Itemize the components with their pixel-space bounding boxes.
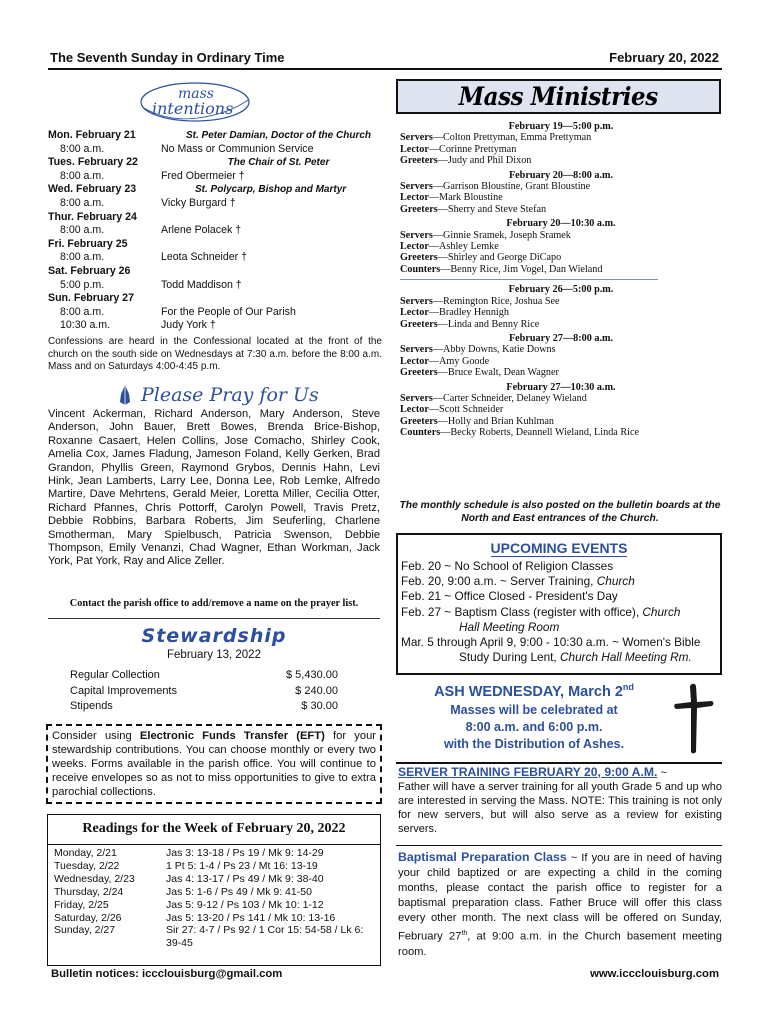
intention-name: No Mass or Communion Service [161, 142, 314, 155]
ash-title-text: ASH WEDNESDAY, March 2 [434, 683, 623, 700]
collection-row [70, 668, 338, 684]
prayer-list-note: Contact the parish office to add/remove a name on the prayer list. [69, 598, 359, 609]
intention-day: Sat. February 26 [48, 264, 131, 277]
baptism-body-2: , at 9:00 a.m. in the Church basement meeting room. [398, 930, 722, 958]
ministry-names: —Shirley and George DiCapo [437, 252, 562, 264]
intention-name: For the People of Our Parish [161, 305, 296, 318]
collection-label: Capital Improvements [70, 684, 177, 697]
stewardship-date: February 13, 2022 [167, 649, 261, 661]
confessions-text: Confessions are heard in the Confessional located at the front of the church on the south side on Wednesdays at 7:30 a.m. before the 8:00 a.m. Mass and on Saturdays 4:00-4:45 p.m. [48, 336, 382, 373]
ministry-line [400, 144, 722, 155]
intention-time: 8:00 a.m. [60, 196, 105, 209]
intention-row [48, 251, 388, 265]
reading-ref: Jas 5: 1-6 / Ps 49 / Mk 9: 41-50 [166, 885, 312, 898]
intention-time: 8:00 a.m. [60, 169, 105, 182]
stewardship-table [70, 668, 338, 715]
intention-time: 8:00 a.m. [60, 305, 105, 318]
event-text: Study During Lent, [459, 650, 560, 665]
reading-ref: 1 Pt 5: 1-4 / Ps 23 / Mt 16: 13-19 [166, 859, 318, 872]
ministry-role: Lector [400, 404, 429, 416]
mass-ministries-note: The monthly schedule is also posted on the bulletin boards at the North and East entrances of the Church. [399, 500, 721, 524]
ministry-names: —Ashley Lemke [428, 241, 499, 253]
ministry-mass-heading: February 26—5:00 p.m. [508, 284, 614, 296]
ministry-role: Lector [400, 355, 429, 367]
intention-row [48, 306, 388, 320]
feast-name [161, 211, 388, 225]
intention-row [48, 156, 388, 170]
ministry-line [400, 416, 722, 427]
footer-email: Bulletin notices: iccclouisburg@gmail.com [51, 968, 283, 980]
upcoming-events-box [396, 533, 722, 675]
ministry-role: Lector [400, 143, 429, 155]
server-training-title: SERVER TRAINING FEBRUARY 20, 9:00 A.M. [398, 765, 658, 779]
intention-row [48, 292, 388, 306]
ministry-line [400, 192, 722, 203]
ministry-role: Greeters [400, 252, 438, 264]
ministry-names: —Carter Schneider, Delaney Wieland [432, 392, 587, 404]
intention-row [48, 238, 388, 252]
ministry-line [400, 356, 722, 367]
event-text: Feb. 21 ~ Office Closed - President's Day [401, 589, 618, 604]
header-date: February 20, 2022 [609, 50, 719, 65]
intention-name: Arlene Polacek † [161, 224, 242, 237]
reading-day: Tuesday, 2/22 [54, 859, 120, 872]
readings-title: Readings for the Week of February 20, 2022 [48, 815, 380, 845]
mass-intentions-logo [138, 78, 253, 124]
ministry-names: —Linda and Benny Rice [437, 318, 540, 330]
intention-time: 8:00 a.m. [60, 224, 105, 237]
readings-box [47, 814, 381, 966]
ministry-names: —Bradley Hennigh [428, 307, 509, 319]
intention-name: Todd Maddison † [161, 278, 242, 291]
stewardship-title: Stewardship [141, 625, 287, 647]
ministry-names: —Holly and Brian Kuhlman [437, 415, 555, 427]
feast-name: St. Polycarp, Bishop and Martyr [195, 184, 347, 196]
upcoming-events-list [398, 559, 720, 665]
mass-ministries-title: Mass Ministries [458, 82, 659, 111]
ash-line-2: 8:00 a.m. and 6:00 p.m. [465, 720, 603, 734]
intention-day: Fri. February 25 [48, 237, 128, 250]
logo-word-intentions: intentions [152, 99, 234, 118]
ministry-names: —Colton Prettyman, Emma Prettyman [432, 132, 592, 144]
ministry-line [400, 427, 722, 438]
intention-row [48, 265, 388, 279]
reading-row [54, 899, 374, 912]
reading-day: Wednesday, 2/23 [54, 872, 135, 885]
intention-day: Wed. February 23 [48, 183, 137, 196]
ministry-line [400, 155, 722, 166]
reading-row [54, 886, 374, 899]
intention-day: Mon. February 21 [48, 129, 136, 141]
ministry-mass-heading: February 27—10:30 a.m. [506, 381, 616, 393]
upcoming-events-title [398, 535, 720, 559]
reading-ref: Sir 27: 4-7 / Ps 92 / 1 Cor 15: 54-58 / Lk 6: 39-45 [166, 924, 364, 950]
event-item [401, 620, 717, 635]
intention-row [48, 279, 388, 293]
ministry-role: Greeters [400, 367, 438, 379]
intention-name: Vicky Burgard † [161, 196, 236, 209]
ministry-role: Servers [400, 295, 433, 307]
mass-ministries-banner [396, 79, 721, 114]
intention-row [48, 319, 388, 333]
ministry-line [400, 393, 722, 404]
ministry-role: Counters [400, 427, 441, 439]
event-text: Feb. 20 ~ No School of Religion Classes [401, 559, 614, 573]
event-item [401, 650, 717, 665]
event-location: Church [596, 574, 635, 589]
intention-time: 5:00 p.m. [60, 278, 105, 291]
event-item [401, 605, 717, 620]
event-item [401, 559, 717, 574]
ministry-names: —Amy Goode [428, 355, 490, 367]
header-rule [48, 68, 722, 70]
ministry-role: Servers [400, 132, 433, 144]
section-divider [396, 845, 722, 846]
reading-day: Friday, 2/25 [54, 898, 109, 911]
reading-row [54, 912, 374, 925]
section-divider [396, 762, 722, 764]
collection-row [70, 684, 338, 700]
ministry-line [400, 264, 722, 275]
ministry-line [400, 319, 722, 330]
reading-day: Saturday, 2/26 [54, 911, 122, 924]
feast-name [161, 238, 388, 252]
reading-ref: Jas 4: 13-17 / Ps 49 / Mk 9: 38-40 [166, 872, 324, 885]
ministry-line [400, 241, 722, 252]
intention-time: 8:00 a.m. [60, 142, 105, 155]
event-location: Hall Meeting Room [459, 619, 560, 634]
reading-day: Sunday, 2/27 [54, 924, 116, 937]
ash-title-sup: nd [622, 682, 634, 692]
intention-day: Sun. February 27 [48, 292, 134, 305]
ministry-mass-heading: February 27—8:00 a.m. [508, 332, 614, 344]
ministry-names: —Mark Bloustine [428, 192, 503, 204]
ministry-role: Greeters [400, 318, 438, 330]
ministry-names: —Ginnie Sramek, Joseph Sramek [432, 229, 571, 241]
readings-list [48, 845, 380, 950]
reading-row [54, 860, 374, 873]
reading-ref: Jas 5: 13-20 / Ps 141 / Mk 10: 13-16 [166, 911, 336, 924]
cross-icon [672, 682, 716, 756]
ministry-line [400, 344, 722, 355]
reading-ref: Jas 3: 13-18 / Ps 19 / Mk 9: 14-29 [166, 847, 324, 859]
eft-text-post: for your stewardship contributions. You can choose monthly or every two weeks. Forms available in the parish office. You will continue to receive envelopes so as not to miss opportunities to give to extra parochial collections. [52, 730, 377, 798]
ministry-role: Servers [400, 229, 433, 241]
section-divider [48, 618, 380, 619]
ministry-names: —Becky Roberts, Deannell Wieland, Linda Rice [440, 427, 640, 439]
ministry-role: Lector [400, 192, 429, 204]
ministry-line [400, 204, 722, 215]
intention-day: Thur. February 24 [48, 210, 137, 223]
intention-time: 10:30 a.m. [60, 319, 111, 332]
collection-label: Regular Collection [70, 669, 160, 681]
event-text: Feb. 20, 9:00 a.m. ~ Server Training, [401, 574, 597, 589]
baptism-title: Baptismal Preparation Class [398, 850, 567, 864]
eft-text-bold: Electronic Funds Transfer (EFT) [139, 730, 325, 742]
intention-day: Tues. February 22 [48, 156, 138, 169]
eft-notice-box [46, 724, 382, 804]
ministry-names: —Corinne Prettyman [428, 143, 517, 155]
collection-amount: $ 30.00 [301, 700, 338, 713]
intention-row [48, 129, 388, 143]
intention-row [48, 143, 388, 157]
pray-for-us-heading [115, 383, 319, 407]
ministry-line [400, 230, 722, 241]
reading-row [54, 847, 374, 860]
ministry-names: —Benny Rice, Jim Vogel, Dan Wieland [440, 263, 603, 275]
ministry-line [400, 307, 722, 318]
ministry-line [400, 296, 722, 307]
ministry-role: Servers [400, 392, 433, 404]
collection-row [70, 699, 338, 715]
collection-amount: $ 240.00 [295, 684, 338, 697]
ministry-role: Servers [400, 344, 433, 356]
ministry-mass-heading: February 20—10:30 a.m. [506, 218, 616, 230]
intention-row [48, 183, 388, 197]
reading-ref: Jas 5: 9-12 / Ps 103 / Mk 10: 1-12 [166, 898, 324, 911]
ministry-role: Greeters [400, 415, 438, 427]
collection-amount: $ 5,430.00 [286, 669, 338, 681]
mass-ministries-list [400, 118, 722, 439]
footer-website: www.iccclouisburg.com [590, 968, 719, 980]
ministry-mass-heading: February 19—5:00 p.m. [508, 121, 614, 132]
prayer-list-names: Vincent Ackerman, Richard Anderson, Mary Anderson, Steve Anderson, John Bauer, Brett Bowes, Brenda Brice-Bishop, Roxanne Casaert, Helen Collins, Jose Comacho, Shirley Cook, Amelia Cox, James Fladung, Jameson Foland, Kelly Gerken, Brad Grandon, Phyllis Green, Raymond Grybos, Dennis Hahn, Levi Hink, Jean Lamberts, Larry Lee, Donna Lee, Rob Lemke, Alfredo Martire, Dave Mehrtens, Gerald Meier, Loretta Miller, Cecilia Otter, Richard Pfannes, Chris Pottorff, Carolyn Powell, Travis Pretz, Debbie Robbins, Barbara Roberts, Jim Seuferling, Charlene Smotherman, Mary Spielbusch, Patricia Swenson, Debbie Thompson, Emily Venanzi, Chad Wagner, Ethan Workman, Jack York, Pat York, Ray and Alice Zeller. [48, 408, 380, 568]
ash-wednesday-body [398, 702, 670, 753]
header-title: The Seventh Sunday in Ordinary Time [50, 50, 285, 65]
ministry-line [400, 181, 722, 192]
intention-name: Leota Schneider † [161, 251, 247, 264]
ministry-names: —Garrison Bloustine, Grant Bloustine [432, 181, 591, 193]
reading-day: Thursday, 2/24 [54, 885, 124, 898]
event-location: Church Hall Meeting Rm. [560, 650, 692, 665]
feast-name [161, 292, 388, 306]
ministry-names: —Scott Schneider [428, 404, 504, 416]
reading-row [54, 924, 374, 950]
intention-name: Fred Obermeier † [161, 169, 245, 182]
ministry-line [400, 404, 722, 415]
mass-intentions-list [48, 129, 388, 333]
ash-line-1: Masses will be celebrated at [450, 703, 618, 717]
ministry-divider [400, 279, 658, 280]
praying-hands-icon [115, 384, 135, 406]
server-training-notice [398, 766, 722, 837]
ash-wednesday-title [398, 682, 670, 700]
intention-row [48, 211, 388, 225]
intention-row [48, 170, 388, 184]
server-training-body: Father will have a server training for all youth Grade 5 and up who are interested in serving the Mass. NOTE: This training is not only for new servers, but will also serve as a review for existing servers. [398, 780, 722, 835]
intention-time: 8:00 a.m. [60, 251, 105, 264]
ministry-names: —Judy and Phil Dixon [437, 155, 532, 167]
eft-text-pre: Consider using [52, 730, 140, 742]
intention-name: Judy York † [161, 319, 216, 332]
baptism-body-1: ~ If you are in need of having your child baptized or are expecting a child in the coming months, please contact the parish office to register for a baptismal preparation class. Father Bruce will offer this class every other month. The next class will be offered on Sunday, February 27 [398, 852, 722, 943]
ministry-role: Greeters [400, 155, 438, 167]
event-item [401, 589, 717, 604]
ministry-names: —Sherry and Steve Stefan [437, 203, 547, 215]
ministry-names: —Abby Downs, Katie Downs [432, 344, 556, 356]
ministry-names: —Remington Rice, Joshua See [432, 295, 560, 307]
ministry-role: Greeters [400, 203, 438, 215]
ministry-role: Counters [400, 263, 441, 275]
event-text: Mar. 5 through April 9, 9:00 - 10:30 a.m. ~ Women's Bible [401, 635, 701, 650]
reading-row [54, 873, 374, 886]
upcoming-events-title-text: UPCOMING EVENTS [490, 540, 628, 556]
ministry-mass-heading: February 20—8:00 a.m. [508, 169, 614, 181]
collection-label: Stipends [70, 700, 113, 713]
event-text: Feb. 27 ~ Baptism Class (register with office), [401, 604, 643, 619]
intention-row [48, 197, 388, 211]
ministry-role: Lector [400, 307, 429, 319]
reading-day: Monday, 2/21 [54, 847, 117, 859]
event-item [401, 635, 717, 650]
baptism-class-notice [398, 850, 722, 960]
baptism-sup: th [461, 930, 468, 937]
feast-name: St. Peter Damian, Doctor of the Church [185, 130, 372, 141]
logo-word-mass: mass [178, 86, 214, 102]
ministry-names: —Bruce Ewalt, Dean Wagner [437, 367, 559, 379]
ministry-role: Lector [400, 241, 429, 253]
event-item [401, 574, 717, 589]
ministry-line [400, 367, 722, 378]
ministry-role: Servers [400, 181, 433, 193]
feast-name: The Chair of St. Peter [227, 157, 330, 169]
event-location: Church [642, 604, 681, 619]
ministry-line [400, 252, 722, 263]
pray-for-us-title: Please Pray for Us [141, 384, 319, 406]
server-training-tilde: ~ [657, 767, 667, 779]
intention-row [48, 224, 388, 238]
ash-line-3: with the Distribution of Ashes. [443, 737, 625, 751]
ministry-line [400, 132, 722, 143]
feast-name [161, 265, 388, 279]
